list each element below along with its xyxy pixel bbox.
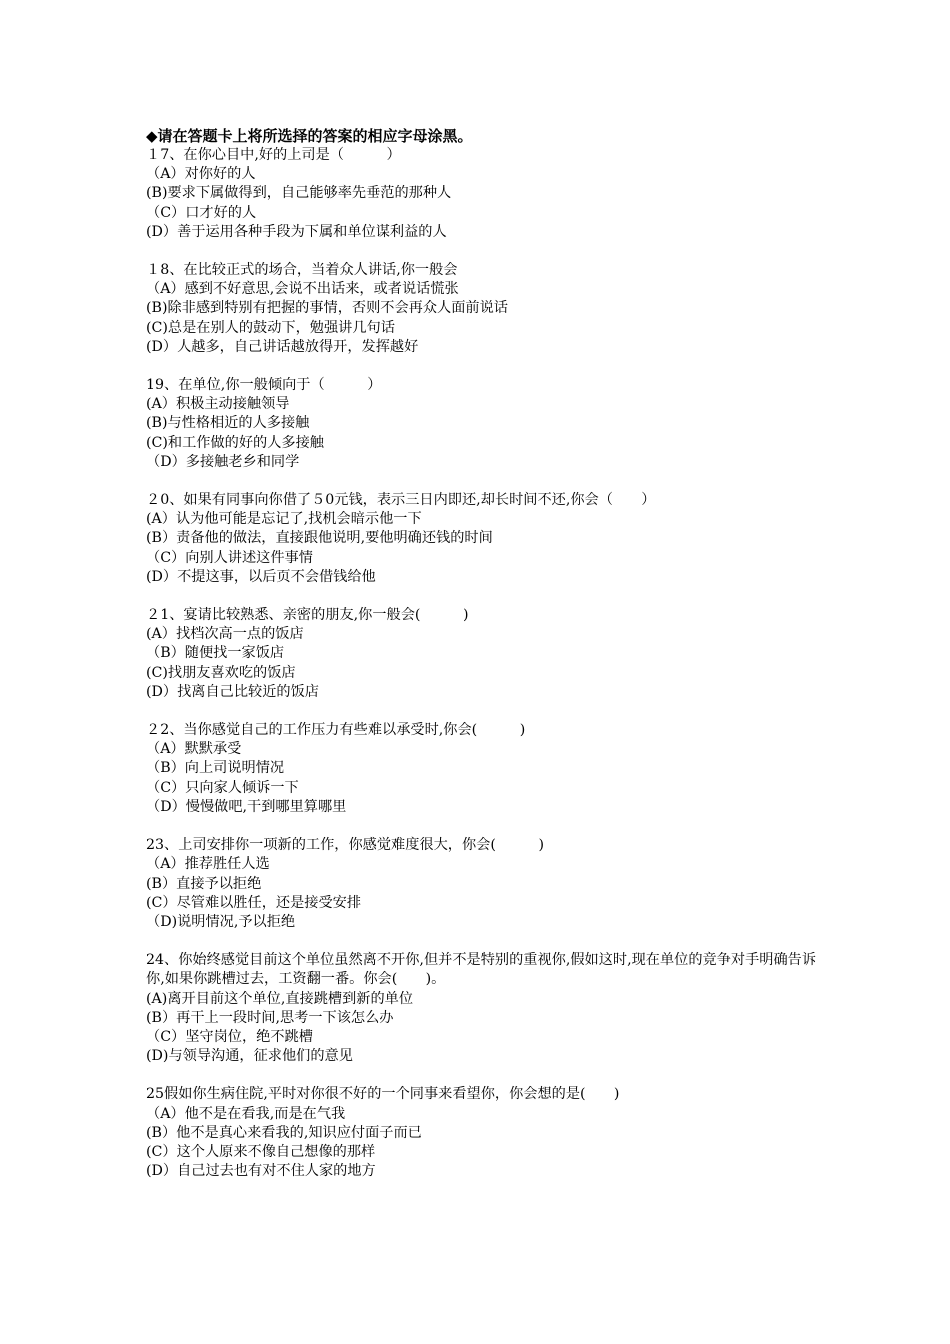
answer-option: (C)和工作做的好的人多接触 <box>146 434 324 451</box>
answer-option: (D）人越多，自己讲话越放得开，发挥越好 <box>146 338 419 355</box>
answer-option: (D）善于运用各种手段为下属和单位谋利益的人 <box>146 223 447 240</box>
answer-option: (D）自己过去也有对不住人家的地方 <box>146 1163 376 1180</box>
question-17 <box>146 146 826 242</box>
answer-option: （D）多接触老乡和同学 <box>146 453 300 470</box>
answer-option: (B）直接予以拒绝 <box>146 875 262 892</box>
answer-option: (D）找离自己比较近的饭店 <box>146 683 319 700</box>
answer-option: (A）认为他可能是忘记了,找机会暗示他一下 <box>146 511 422 528</box>
answer-option: (B）再干上一段时间,思考一下该怎么办 <box>146 1009 394 1026</box>
answer-option: (B）责备他的做法，直接跟他说明,要他明确还钱的时间 <box>146 530 493 547</box>
answer-option: （A）感到不好意思,会说不出话来，或者说话慌张 <box>146 281 459 298</box>
answer-option: (C)找朋友喜欢吃的饭店 <box>146 664 296 681</box>
question-stem: １7、在你心目中,好的上司是（ ） <box>146 147 401 163</box>
question-18 <box>146 261 826 357</box>
answer-option: （B）随便找一家饭店 <box>146 645 285 662</box>
question-23 <box>146 836 826 932</box>
question-stem: １8、在比较正式的场合，当着众人讲话,你一般会 <box>146 262 458 279</box>
question-list <box>146 146 826 1181</box>
answer-option: （D）慢慢做吧,干到哪里算哪里 <box>146 798 347 815</box>
answer-option: (A）找档次高一点的饭店 <box>146 626 304 643</box>
answer-option: (A)离开目前这个单位,直接跳槽到新的单位 <box>146 990 414 1007</box>
answer-option: （A）默默承受 <box>146 741 242 758</box>
answer-option: (C）尽管难以胜任，还是接受安排 <box>146 894 362 911</box>
question-stem: 19、在单位,你一般倾向于（ ） <box>146 377 382 394</box>
question-stem: 25假如你生病住院,平时对你很不好的一个同事来看望你，你会想的是( ) <box>146 1086 620 1103</box>
question-stem: ２1、宴请比较熟悉、亲密的朋友,你一般会( ) <box>146 607 469 624</box>
answer-option: （C）向别人讲述这件事情 <box>146 549 313 566</box>
answer-option: （B）向上司说明情况 <box>146 760 285 777</box>
answer-option: （A）对你好的人 <box>146 166 256 183</box>
answer-option: (B)与性格相近的人多接触 <box>146 415 310 432</box>
question-stem: ２0、如果有同事向你借了５0元钱，表示三日内即还,却长时间不还,你会（ ） <box>146 492 656 509</box>
answer-option: （A）他不是在看我,而是在气我 <box>146 1105 346 1122</box>
answer-option: (B）他不是真心来看我的,知识应付面子而已 <box>146 1124 422 1141</box>
answer-option: （D)说明情况,予以拒绝 <box>146 913 296 930</box>
answer-option: (D）不提这事，以后页不会借钱给他 <box>146 568 376 585</box>
question-stem: 23、上司安排你一项新的工作，你感觉难度很大，你会( ) <box>146 837 545 854</box>
question-22 <box>146 721 826 817</box>
question-19 <box>146 376 826 472</box>
question-21 <box>146 606 826 702</box>
question-20 <box>146 491 826 587</box>
answer-option: （C）只向家人倾诉一下 <box>146 779 299 796</box>
answer-option: （C）坚守岗位，绝不跳槽 <box>146 1028 313 1045</box>
answer-option: (B)要求下属做得到，自己能够率先垂范的那种人 <box>146 185 452 202</box>
answer-option: (C）这个人原来不像自己想像的那样 <box>146 1143 376 1160</box>
question-stem: 24、你始终感觉目前这个单位虽然离不开你,但并不是特别的重视你,假如这时,现在单位的竞争对手明确告诉你,如果你跳槽过去，工资翻一番。你会( )。 <box>146 952 817 988</box>
answer-option: （A）推荐胜任人选 <box>146 856 270 873</box>
answer-option: (C)总是在别人的鼓动下，勉强讲几句话 <box>146 319 395 336</box>
instruction-text: ◆请在答题卡上将所选择的答案的相应字母涂黑。 <box>146 127 473 145</box>
document-content <box>146 126 826 1200</box>
question-25 <box>146 1085 826 1181</box>
answer-option: （C）口才好的人 <box>146 204 257 221</box>
question-24 <box>146 951 826 1066</box>
answer-option: (D)与领导沟通，征求他们的意见 <box>146 1048 353 1065</box>
answer-option: (A）积极主动接触领导 <box>146 396 290 413</box>
question-stem: ２2、当你感觉自己的工作压力有些难以承受时,你会( ) <box>146 722 526 739</box>
answer-option: (B)除非感到特别有把握的事情，否则不会再众人面前说话 <box>146 300 508 317</box>
